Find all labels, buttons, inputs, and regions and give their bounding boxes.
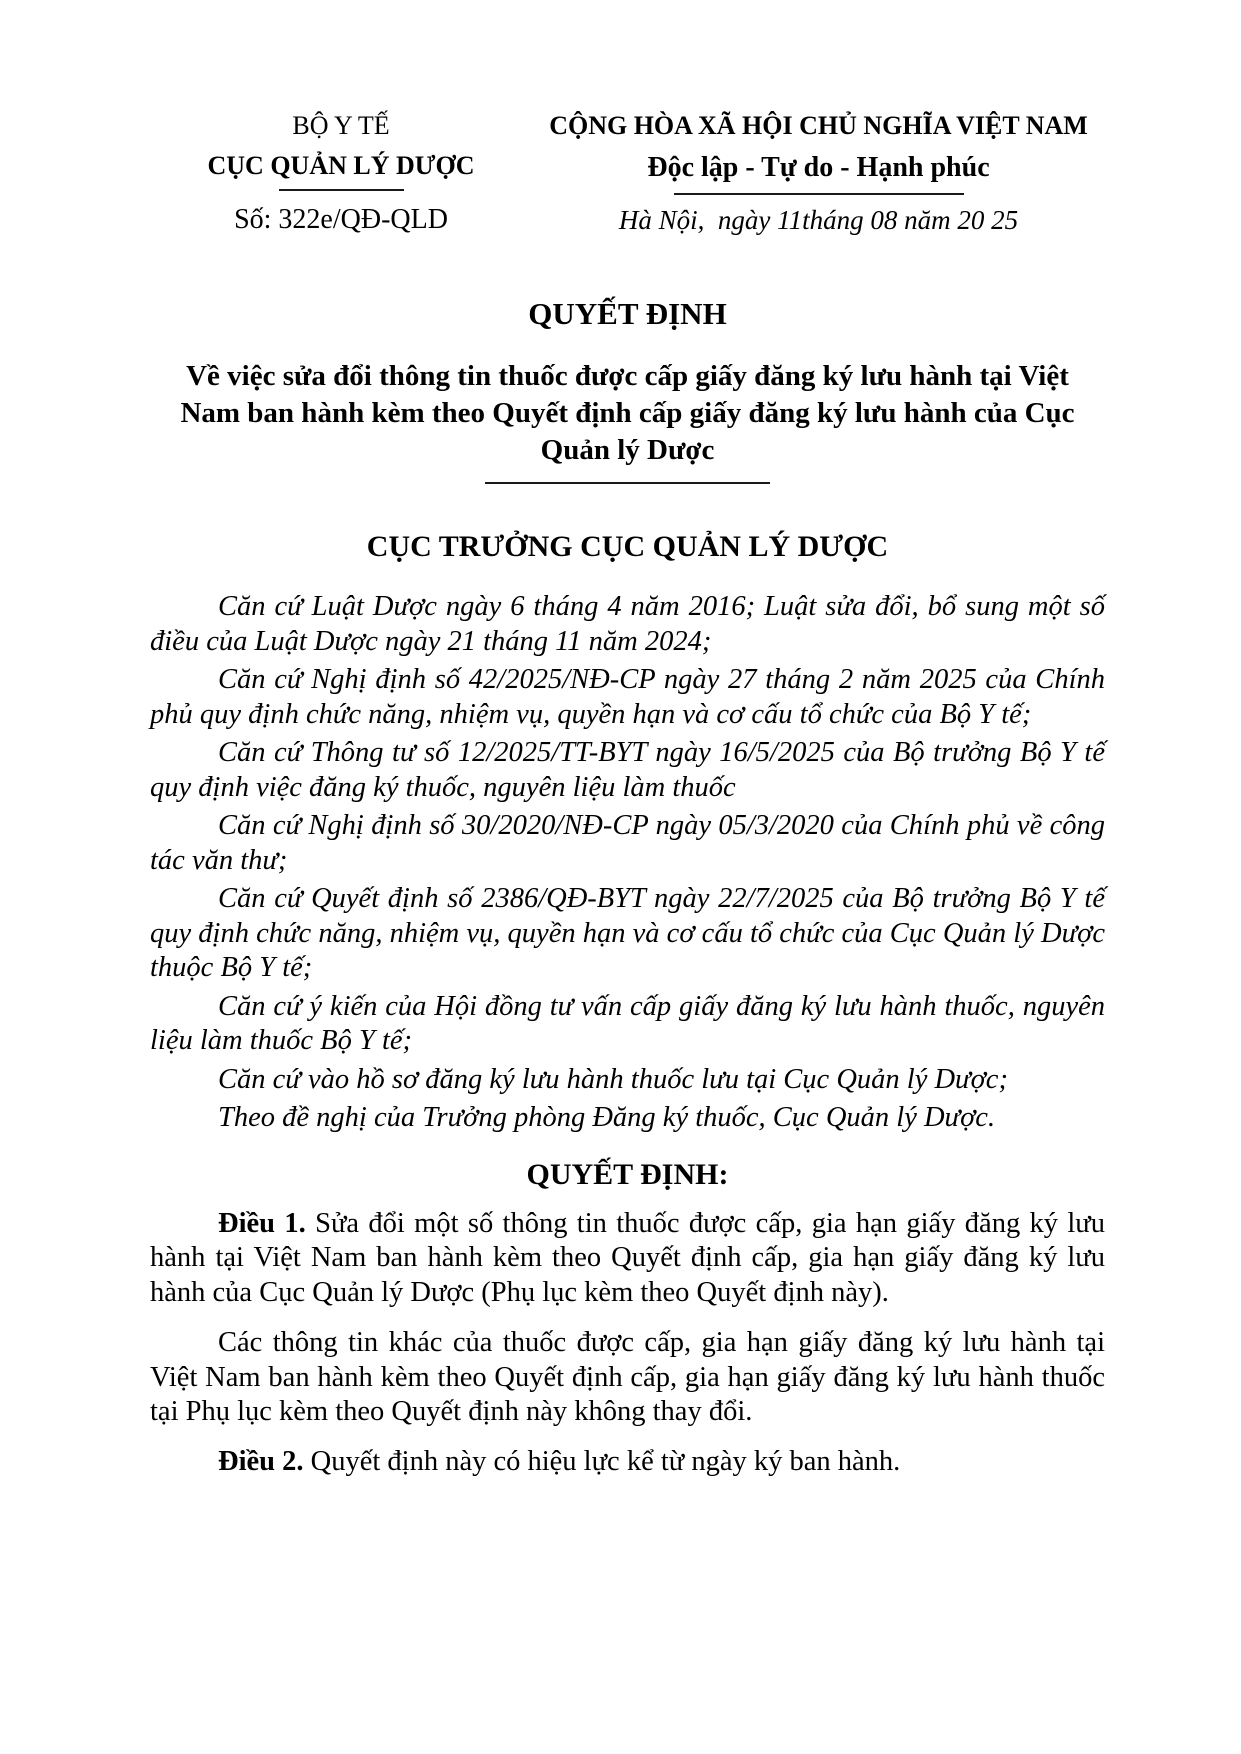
recital-paragraph-4: Căn cứ Nghị định số 30/2020/NĐ-CP ngày 05/3/2020 của Chính phủ về công tác văn thư; (150, 810, 1105, 876)
national-motto: Độc lập - Tự do - Hạnh phúc (647, 151, 990, 183)
article-1-label: Điều 1. (218, 1207, 306, 1239)
recitals-section (150, 590, 1105, 1135)
agency-divider-line (279, 189, 404, 191)
motto-divider-line (674, 193, 964, 195)
recital-paragraph-6: Căn cứ ý kiến của Hội đồng tư vấn cấp giấy đăng ký lưu hành thuốc, nguyên liệu làm thuốc Bộ Y tế; (150, 990, 1105, 1057)
recital-paragraph-7: Căn cứ vào hồ sơ đăng ký lưu hành thuốc lưu tại Cục Quản lý Dược; (218, 1063, 1008, 1095)
issuer-heading: CỤC TRƯỞNG CỤC QUẢN LÝ DƯỢC (366, 530, 889, 564)
articles-section (150, 1207, 1105, 1480)
country-name: CỘNG HÒA XÃ HỘI CHỦ NGHĨA VIỆT NAM (549, 111, 1088, 140)
national-header-block (532, 110, 1105, 236)
recital-paragraph-5: Căn cứ Quyết định số 2386/QĐ-BYT ngày 22/7/2025 của Bộ trưởng Bộ Y tế quy định chức năng, nhiệm vụ, quyền hạn và cơ cấu tổ chức của Cục Quản lý Dược thuộc Bộ Y tế; (150, 883, 1105, 984)
recital-paragraph-1: Căn cứ Luật Dược ngày 6 tháng 4 năm 2016; Luật sửa đổi, bổ sung một số điều của Luật Dược ngày 21 tháng 11 năm 2024; (150, 591, 1105, 657)
decision-title: QUYẾT ĐỊNH (528, 296, 727, 331)
recital-paragraph-8: Theo đề nghị của Trưởng phòng Đăng ký thuốc, Cục Quản lý Dược. (218, 1102, 996, 1134)
issuing-agency-block (150, 110, 532, 236)
subtitle-divider-line (485, 482, 770, 484)
decision-subtitle: Về việc sửa đổi thông tin thuốc được cấp giấy đăng ký lưu hành tại Việt Nam ban hành kèm theo Quyết định cấp giấy đăng ký lưu hành của Cục Quản lý Dược (180, 360, 1075, 467)
decision-operative-heading: QUYẾT ĐỊNH: (526, 1157, 729, 1191)
article-2-paragraph (150, 1445, 1105, 1480)
article-1-continuation-paragraph (150, 1326, 1105, 1430)
article-1-continuation-text: Các thông tin khác của thuốc được cấp, gia hạn giấy đăng ký lưu hành tại Việt Nam ban hành kèm theo Quyết định cấp, gia hạn giấy đăng ký lưu hành thuốc tại Phụ lục kèm theo Quyết định này không thay đổi. (150, 1326, 1105, 1428)
place-date-line: Hà Nội, ngày 11tháng 08 năm 20 25 (618, 204, 1019, 235)
ministry-name: BỘ Y TẾ (292, 111, 390, 140)
agency-name: CỤC QUẢN LÝ DƯỢC (207, 150, 475, 180)
document-number: Số: 322e/QĐ-QLD (234, 204, 448, 235)
article-1-paragraph (150, 1207, 1105, 1311)
article-1-text: Sửa đổi một số thông tin thuốc được cấp, gia hạn giấy đăng ký lưu hành tại Việt Nam ban hành kèm theo Quyết định cấp, gia hạn giấy đăng ký lưu hành của Cục Quản lý Dược (Phụ lục kèm theo Quyết định này). (150, 1207, 1106, 1309)
article-2-text: Quyết định này có hiệu lực kể từ ngày ký ban hành. (310, 1446, 901, 1478)
document-header (150, 110, 1105, 236)
recital-paragraph-2: Căn cứ Nghị định số 42/2025/NĐ-CP ngày 27 tháng 2 năm 2025 của Chính phủ quy định chức năng, nhiệm vụ, quyền hạn và cơ cấu tổ chức của Bộ Y tế; (150, 664, 1105, 730)
article-2-label: Điều 2. (218, 1446, 304, 1478)
recital-paragraph-3: Căn cứ Thông tư số 12/2025/TT-BYT ngày 16/5/2025 của Bộ trưởng Bộ Y tế quy định việc đăng ký thuốc, nguyên liệu làm thuốc (150, 737, 1105, 803)
